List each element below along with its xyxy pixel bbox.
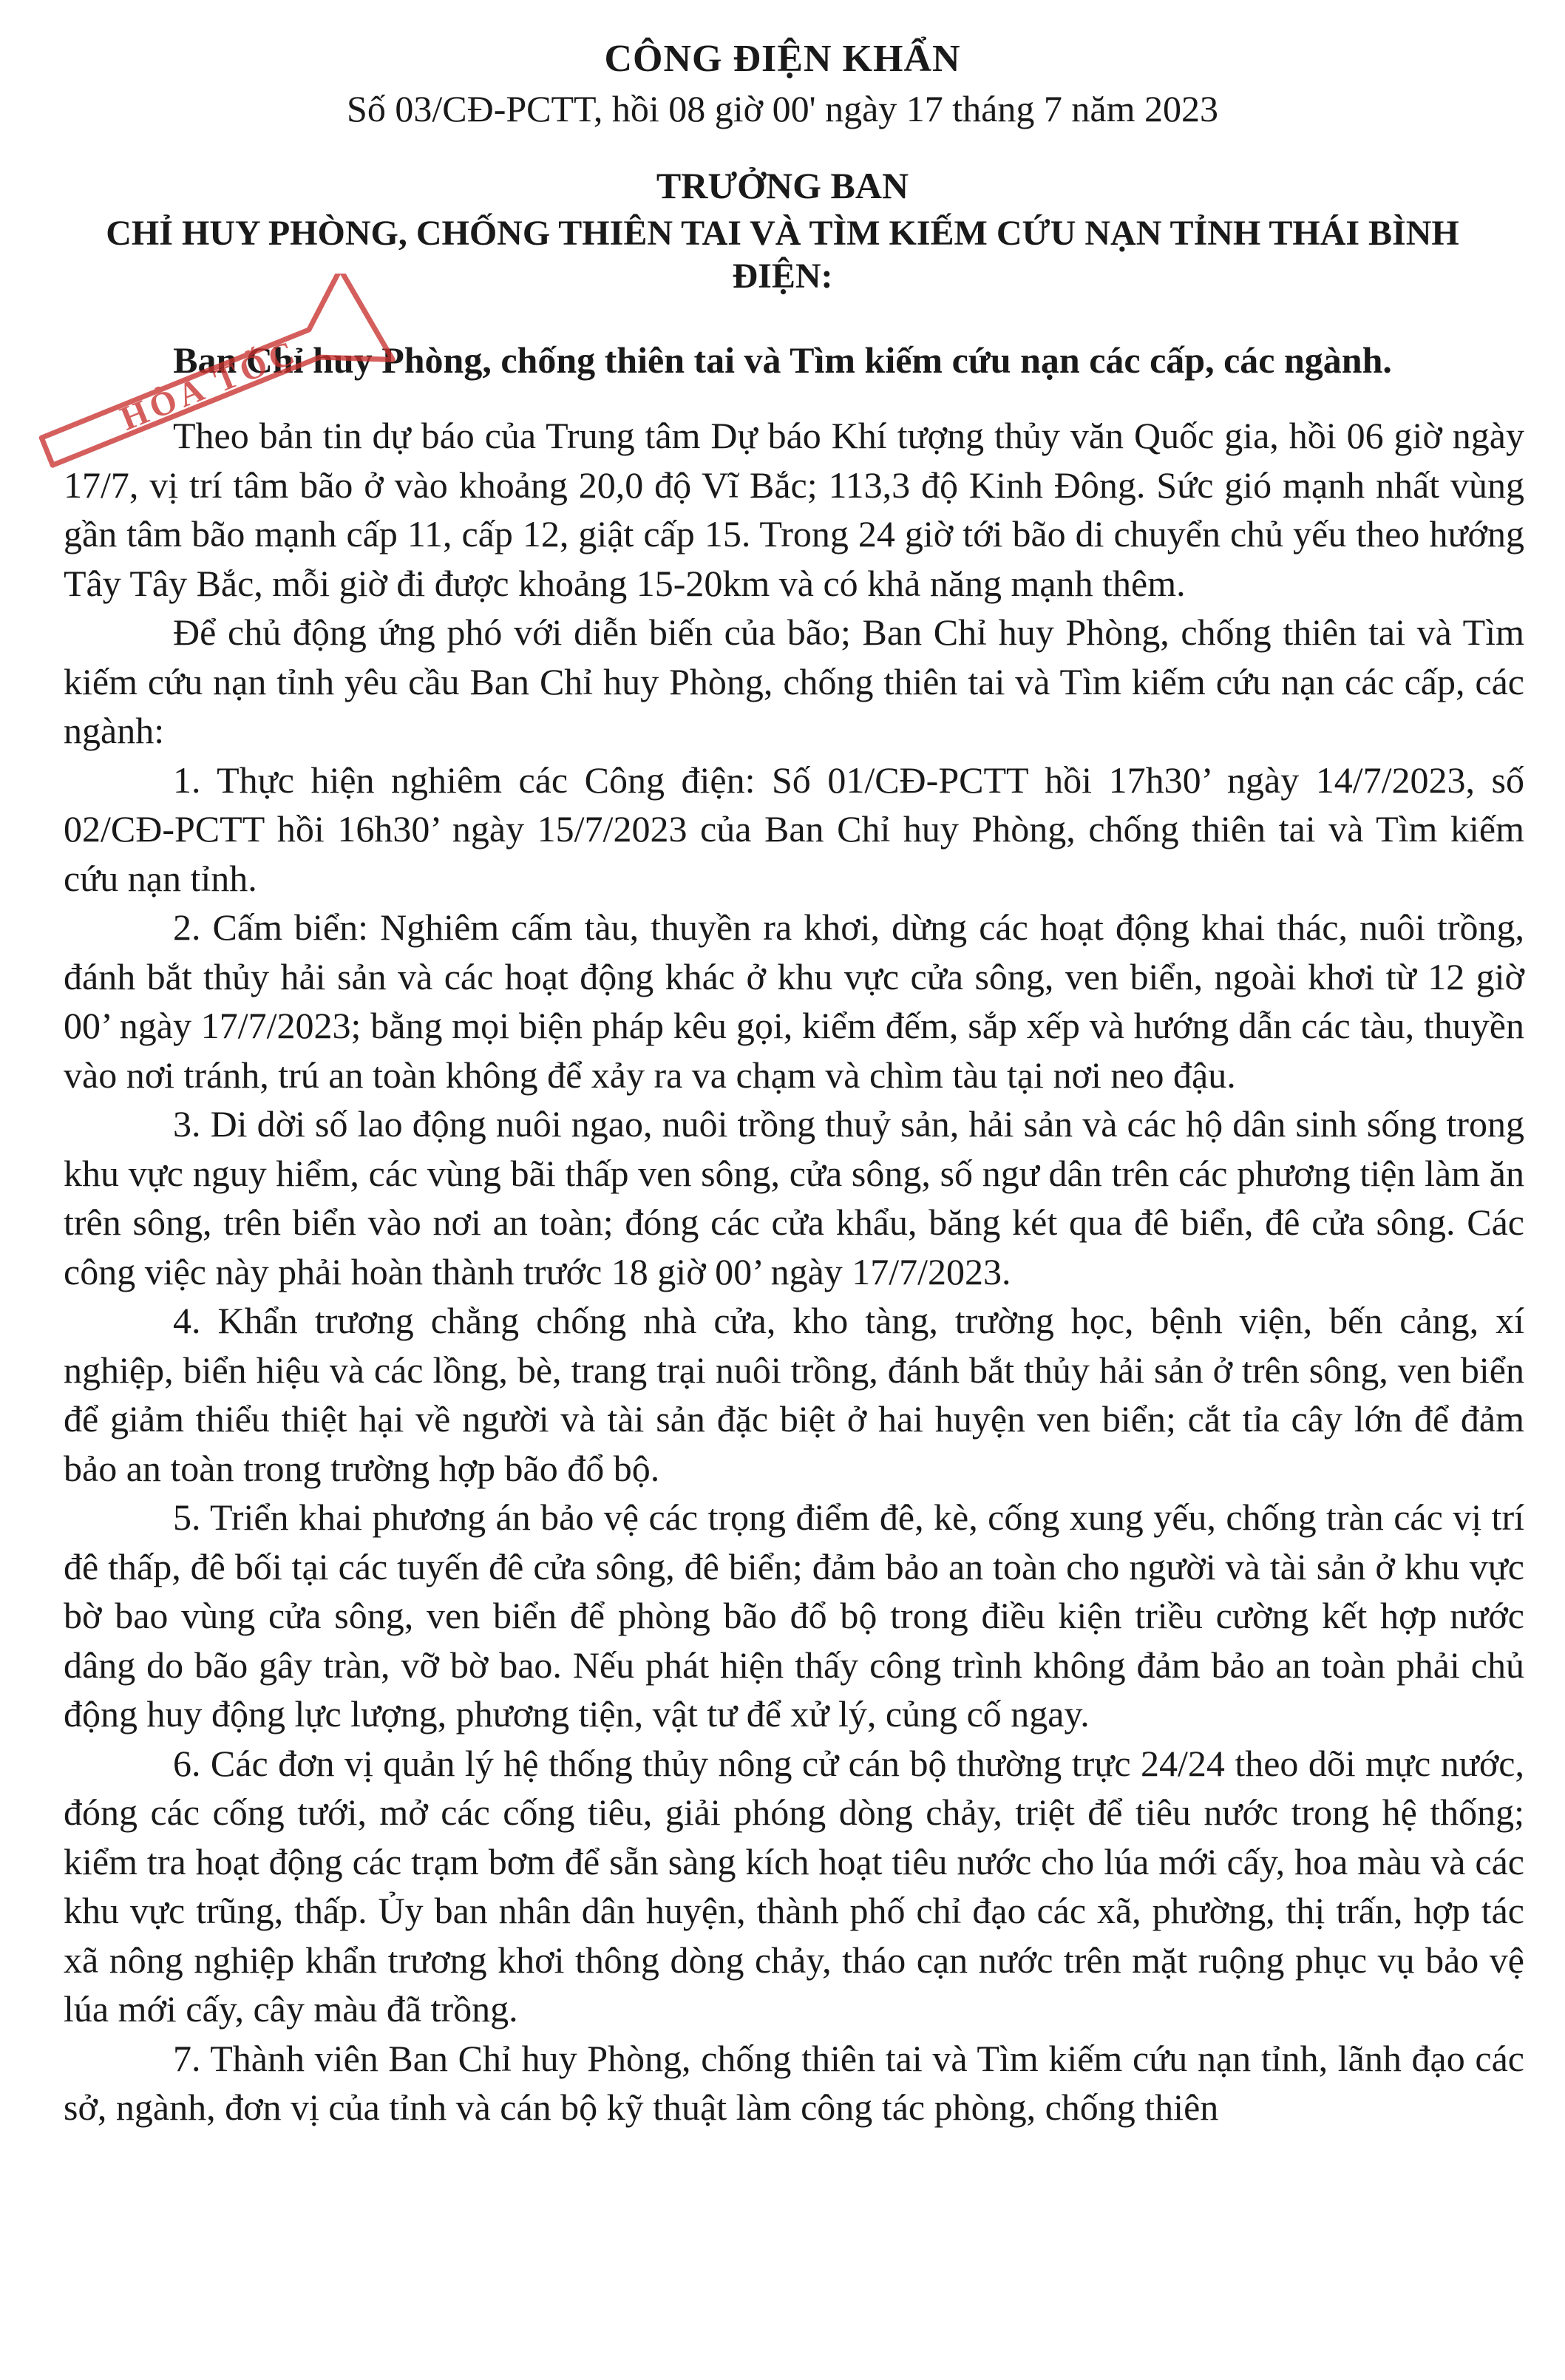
body-paragraph: 2. Cấm biển: Nghiêm cấm tàu, thuyền ra khơi, dừng các hoạt động khai thác, nuôi trồng, đánh bắt thủy hải sản và các hoạt động khác ở khu vực cửa sông, ven biển, ngoài khơi từ 12 giờ 00’ ngày 17/7/2023; bằng mọi biện pháp kêu gọi, kiểm đếm, sắp xếp và hướng dẫn các tàu, thuyền vào nơi tránh, trú an toàn không để xảy ra va chạm và chìm tàu tại nơi neo đậu.: [64, 906, 1524, 1096]
sender-role: TRƯỞNG BAN: [656, 165, 909, 206]
document-body: [64, 411, 1524, 2132]
body-paragraph: Để chủ động ứng phó với diễn biến của bão; Ban Chỉ huy Phòng, chống thiên tai và Tìm kiếm cứu nạn tỉnh yêu cầu Ban Chỉ huy Phòng, chống thiên tai và Tìm kiếm cứu nạn các cấp, các ngành:: [64, 611, 1524, 751]
document-title: CÔNG ĐIỆN KHẨN: [604, 38, 961, 80]
body-paragraph: 1. Thực hiện nghiêm các Công điện: Số 01/CĐ-PCTT hồi 17h30’ ngày 14/7/2023, số 02/CĐ-PCTT hồi 16h30’ ngày 15/7/2023 của Ban Chỉ huy Phòng, chống thiên tai và Tìm kiếm cứu nạn tỉnh.: [64, 759, 1524, 899]
body-paragraph: 4. Khẩn trương chằng chống nhà cửa, kho tàng, trường học, bệnh viện, bến cảng, xí nghiệp, biển hiệu và các lồng, bè, trang trại nuôi trồng, đánh bắt thủy hải sản ở trên sông, ven biển để giảm thiểu thiệt hại về người và tài sản đặc biệt ở hai huyện ven biển; cắt tỉa cây lớn để đảm bảo an toàn trong trường hợp bão đổ bộ.: [64, 1300, 1524, 1489]
body-paragraph: 3. Di dời số lao động nuôi ngao, nuôi trồng thuỷ sản, hải sản và các hộ dân sinh sống trong khu vực nguy hiểm, các vùng bãi thấp ven sông, cửa sông, số ngư dân trên các phương tiện làm ăn trên sông, trên biển vào nơi an toàn; đóng các cửa khẩu, băng két qua đê biển, đê cửa sông. Các công việc này phải hoàn thành trước 18 giờ 00’ ngày 17/7/2023.: [64, 1103, 1524, 1292]
telegram-label: ĐIỆN:: [732, 257, 833, 296]
body-paragraph: 6. Các đơn vị quản lý hệ thống thủy nông cử cán bộ thường trực 24/24 theo dõi mực nước, đóng các cống tưới, mở các cống tiêu, giải phóng dòng chảy, triệt để tiêu nước trong hệ thống; kiểm tra hoạt động các trạm bơm để sẵn sàng kích hoạt tiêu nước cho lúa mới cấy, hoa màu và các khu vực trũng, thấp. Ủy ban nhân dân huyện, thành phố chỉ đạo các xã, phường, thị trấn, hợp tác xã nông nghiệp khẩn trương khơi thông dòng chảy, tháo cạn nước trên mặt ruộng phục vụ bảo vệ lúa mới cấy, cây màu đã trồng.: [64, 1742, 1524, 2030]
sender-agency: CHỈ HUY PHÒNG, CHỐNG THIÊN TAI VÀ TÌM KIẾM CỨU NẠN TỈNH THÁI BÌNH: [106, 214, 1459, 253]
body-paragraph: 7. Thành viên Ban Chỉ huy Phòng, chống thiên tai và Tìm kiếm cứu nạn tỉnh, lãnh đạo các sở, ngành, đơn vị của tỉnh và cán bộ kỹ thuật làm công tác phòng, chống thiên: [64, 2037, 1524, 2128]
body-paragraph: 5. Triển khai phương án bảo vệ các trọng điểm đê, kè, cống xung yếu, chống tràn các vị trí đê thấp, đê bối tại các tuyến đê cửa sông, đê biển; đảm bảo an toàn cho người và tài sản ở khu vực bờ bao vùng cửa sông, ven biển để phòng bão đổ bộ trong điều kiện triều cường kết hợp nước dâng do bão gây tràn, vỡ bờ bao. Nếu phát hiện thấy công trình không đảm bảo an toàn phải chủ động huy động lực lượng, phương tiện, vật tư để xử lý, củng cố ngay.: [64, 1496, 1524, 1735]
recipient-line: Ban Chỉ huy Phòng, chống thiên tai và Tìm kiếm cứu nạn các cấp, các ngành.: [173, 339, 1392, 381]
stamp-text: HỎA TỐC: [115, 332, 304, 438]
document-number-line: Số 03/CĐ-PCTT, hồi 08 giờ 00' ngày 17 tháng 7 năm 2023: [347, 88, 1218, 129]
body-paragraph: Theo bản tin dự báo của Trung tâm Dự báo Khí tượng thủy văn Quốc gia, hồi 06 giờ ngày 17/7, vị trí tâm bão ở vào khoảng 20,0 độ Vĩ Bắc; 113,3 độ Kinh Đông. Sức gió mạnh nhất vùng gần tâm bão mạnh cấp 11, cấp 12, giật cấp 15. Trong 24 giờ tới bão di chuyển chủ yếu theo hướng Tây Tây Bắc, mỗi giờ đi được khoảng 15-20km và có khả năng mạnh thêm.: [64, 415, 1524, 604]
